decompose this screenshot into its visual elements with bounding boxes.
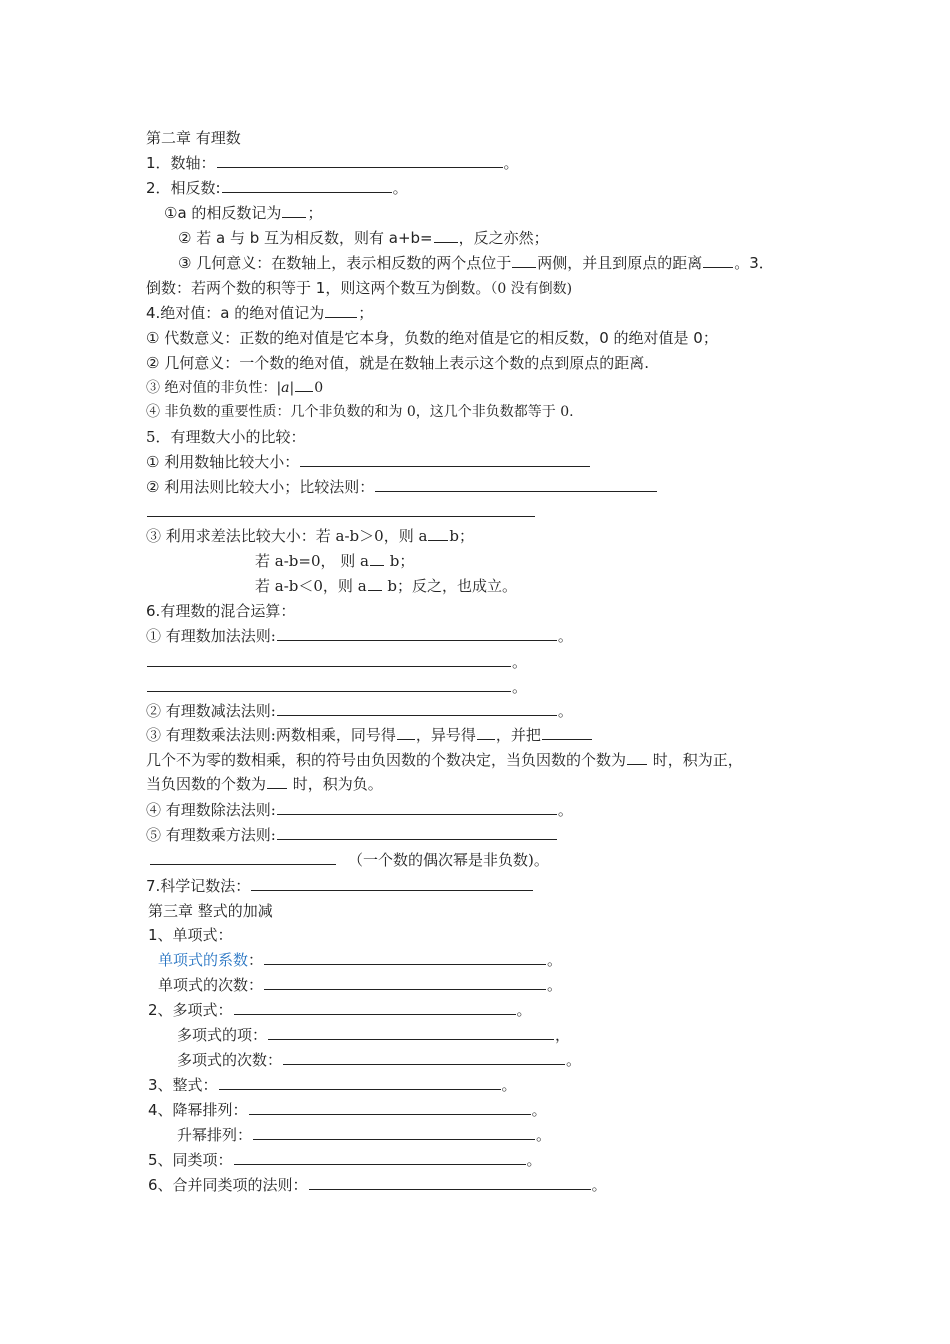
multiplication-rule-c: ，并把 (495, 726, 541, 744)
zero: 0 (314, 380, 324, 396)
reciprocal-text: 倒数：若两个数的积等于 1，则这两个数互为倒数。 (146, 279, 491, 297)
power-rule-blank[interactable] (277, 823, 557, 840)
period: 。 (526, 1151, 542, 1169)
opposite-sum-text-b: ，反之亦然； (458, 229, 549, 247)
absolute-algebraic-text: ① 代数意义：正数的绝对值是它本身，负数的绝对值是它的相反数，0 的绝对值是 0； (146, 329, 718, 347)
chapter3-title (148, 899, 273, 923)
addition-rule-a: ① 有理数 (146, 627, 211, 645)
addition-rule-blank-3[interactable] (147, 675, 511, 692)
compare-difference-blank-3[interactable] (368, 574, 382, 591)
opposite-sum-text: ② 若 a 与 b 互为相反数，则有 a+b= (178, 229, 433, 247)
opposite-geometry-text: ③ 几何意义：在数轴上，表示相反数的两个点位于 (178, 254, 512, 272)
polynomial-terms-blank[interactable] (268, 1023, 554, 1040)
division-rule-text: ④ 有理数除法法则: (146, 801, 276, 819)
monomial-degree-label: 单项式的次数： (158, 976, 264, 994)
opposite-number-item (146, 176, 408, 200)
opposite-number-blank[interactable] (222, 176, 392, 193)
absolute-value-label-b: 的绝对值记为 (234, 304, 325, 322)
comma: ， (555, 1026, 571, 1044)
absolute-nonnegativity (146, 375, 323, 399)
nonnegativity-blank[interactable] (295, 375, 313, 392)
abs-bar: | (289, 380, 295, 396)
compare-number-line-label: ① 利用数轴比较大小： (146, 453, 300, 471)
like-terms-blank[interactable] (234, 1148, 526, 1165)
opposite-notation-text: ①a 的相反数 (164, 204, 252, 222)
period: 。 (512, 678, 528, 696)
polynomial-terms (177, 1023, 570, 1047)
compare-difference-less (255, 574, 517, 598)
compare-equal-text: 若 a-b=0， 则 a (255, 552, 369, 570)
multiplication-blank-3[interactable] (542, 723, 592, 740)
compare-difference-blank-2[interactable] (370, 549, 384, 566)
absolute-value-label: 4.绝对值：a (146, 304, 235, 322)
scientific-notation (146, 874, 534, 898)
period: 。 (547, 951, 563, 969)
sign-rule-a: 几个不为零的数相乘，积的符号由负因数的个数决定，当负因数的个数为 (146, 751, 627, 769)
chapter2-title-text: 第二章 有理数 (146, 129, 241, 147)
period: 。 (547, 976, 563, 994)
monomial-degree-blank[interactable] (264, 973, 546, 990)
power-rule-text: ⑤ 有理数乘方法则: (146, 826, 276, 844)
multiplication-sign-rule (146, 748, 743, 772)
multiplication-blank-1[interactable] (397, 723, 415, 740)
division-rule-blank[interactable] (277, 798, 557, 815)
semicolon: ； (358, 304, 374, 322)
combine-like-terms-label: 合并同类项的法则： (172, 1176, 308, 1194)
period: 。 (503, 154, 519, 172)
ascending-order-blank[interactable] (253, 1123, 535, 1140)
opposite-notation-item (164, 201, 322, 225)
multiplication-blank-4[interactable] (627, 748, 647, 765)
period: 。 (591, 1176, 607, 1194)
number-line-blank[interactable] (217, 151, 503, 168)
compare-rules-blank-2[interactable] (147, 500, 535, 517)
descending-order-blank[interactable] (249, 1098, 531, 1115)
absolute-value-item (146, 301, 373, 325)
period: 。 (501, 1076, 517, 1094)
multiplication-sign-rule-2 (146, 772, 383, 796)
opposite-geometry-blank-1[interactable] (512, 251, 536, 268)
absolute-value-blank[interactable] (325, 301, 357, 318)
compare-rules-continued (146, 500, 536, 524)
multiplication-rule (146, 723, 593, 747)
descending-order (148, 1098, 547, 1122)
number-line-item (146, 151, 519, 175)
multiplication-rule-b: ，异号得 (415, 726, 476, 744)
chapter3-title-text: 第三章 整式的加减 (148, 902, 273, 920)
descending-order-number: 4、 (148, 1101, 173, 1119)
addition-rule-blank[interactable] (277, 624, 557, 641)
polynomial-degree (177, 1048, 581, 1072)
multiplication-blank-5[interactable] (267, 772, 287, 789)
period: 。 (531, 1101, 547, 1119)
sign-rule-c: 当负因数的个数为 (146, 775, 267, 793)
polynomial-item (148, 998, 532, 1022)
period: 。 (516, 1001, 532, 1019)
compare-equal-text-b: b； (384, 552, 415, 570)
compare-difference (146, 524, 474, 548)
period: 。 (566, 1051, 582, 1069)
polynomial-blank[interactable] (234, 998, 516, 1015)
opposite-geometry-item (178, 251, 774, 275)
semicolon: ； (307, 204, 323, 222)
division-rule (146, 798, 573, 822)
scientific-notation-blank[interactable] (251, 874, 533, 891)
ascending-order (177, 1123, 551, 1147)
combine-like-terms (148, 1173, 607, 1197)
period: 。 (392, 179, 408, 197)
compare-less-text: 若 a-b＜0，则 a (255, 577, 367, 595)
like-terms (148, 1148, 542, 1172)
combine-like-terms-number: 6、 (148, 1176, 173, 1194)
power-rule (146, 823, 558, 847)
addition-rule-line-3 (146, 675, 527, 699)
multiplication-blank-2[interactable] (477, 723, 495, 740)
compare-difference-text-b: b； (449, 527, 475, 545)
reciprocal-note: （0 没有倒数) (490, 281, 573, 297)
compare-rules-label-b: 比较法则： (299, 478, 375, 496)
period: 。 (557, 627, 573, 645)
compare-difference-blank-1[interactable] (428, 524, 448, 541)
monomial-degree (158, 973, 562, 997)
compare-rules-blank[interactable] (375, 475, 657, 492)
compare-difference-text: ③ 利用求差法比较大小：若 a-b＞0，则 a (146, 527, 428, 545)
opposite-sum-blank[interactable] (434, 226, 458, 243)
power-rule-blank-2[interactable] (150, 848, 336, 865)
subtraction-rule (146, 699, 573, 723)
variable-a: a (281, 380, 290, 396)
sign-rule-b: 时，积为正， (648, 751, 743, 769)
comparison-heading (146, 425, 306, 449)
number-line-label: 1．数轴： (146, 154, 216, 172)
opposite-sum-item (178, 226, 549, 250)
chapter2-title (146, 126, 241, 150)
absolute-geometric-text: ② 几何意义：一个数的绝对值，就是在数轴上表示这个数的点到原点的距离. (146, 354, 649, 372)
monomial-heading-text: 1、单项式： (148, 926, 233, 944)
period: 。 (512, 653, 528, 671)
monomial-coefficient-label: 单项式的系数 (158, 951, 249, 969)
period: 。 (557, 702, 573, 720)
nonnegativity-text: ③ 绝对值的非负性：| (146, 380, 282, 396)
subtraction-rule-blank[interactable] (277, 699, 557, 716)
monomial-coefficient-blank[interactable] (264, 948, 546, 965)
combine-like-terms-blank[interactable] (309, 1173, 591, 1190)
opposite-notation-blank[interactable] (282, 201, 306, 218)
addition-rule-c: 法法则: (225, 627, 276, 645)
compare-rules (146, 475, 658, 499)
polynomial-degree-blank[interactable] (283, 1048, 565, 1065)
addition-rule-line-2 (146, 650, 527, 674)
integral-expression-blank[interactable] (219, 1073, 501, 1090)
sign-rule-d: 时，积为负。 (288, 775, 383, 793)
absolute-algebraic-meaning (146, 326, 718, 350)
integral-expression-label: 3、整式： (148, 1076, 218, 1094)
opposite-geometry-text-b: 两侧，并且到原点的距离 (537, 254, 703, 272)
like-terms-label: 5、同类项： (148, 1151, 233, 1169)
mixed-operations-number: 6. (146, 602, 161, 620)
compare-less-text-b: b；反之，也成立。 (382, 577, 518, 595)
power-rule-note: （一个数的偶次幂是非负数)。 (348, 851, 549, 869)
subtraction-rule-a: ② 有理数 (146, 702, 211, 720)
descending-order-label: 降幂排列： (172, 1101, 248, 1119)
opposite-geometry-blank-2[interactable] (703, 251, 733, 268)
mixed-operations-heading (146, 599, 295, 623)
multiplication-rule-a: ③ 有理数乘法法则:两数相乘，同号得 (146, 726, 396, 744)
addition-rule-b: 加 (210, 627, 226, 645)
nonnegative-property (146, 400, 574, 424)
opposite-number-label: 2．相反数: (146, 179, 221, 197)
scientific-notation-label: 7.科学记数法： (146, 877, 251, 895)
mixed-operations-title: 有理数的混合运算： (160, 602, 296, 620)
period: 。 (536, 1126, 552, 1144)
opposite-geometry-text-c: 。3． (734, 254, 774, 272)
period: 。 (557, 801, 573, 819)
subtraction-rule-b: 减 (210, 702, 226, 720)
comparison-heading-a: 5．有理 (146, 428, 201, 446)
power-rule-continued (149, 848, 549, 872)
compare-rules-label: ② 利用法则比较大小； (146, 478, 300, 496)
addition-rule-blank-2[interactable] (147, 650, 511, 667)
compare-number-line (146, 450, 591, 474)
monomial-coefficient (158, 948, 562, 972)
subtraction-rule-c: 法法则: (225, 702, 276, 720)
polynomial-degree-label: 多项式的次数： (177, 1051, 283, 1069)
comparison-heading-b: 数大小的比较： (200, 428, 306, 446)
addition-rule (146, 624, 573, 648)
compare-difference-equal (255, 549, 414, 573)
ascending-order-label: 升幂排列： (177, 1126, 253, 1144)
monomial-heading (148, 923, 233, 947)
polynomial-terms-label: 多项式的项： (177, 1026, 268, 1044)
absolute-geometric-meaning (146, 351, 649, 375)
colon: ： (248, 951, 264, 969)
opposite-notation-text-b: 记为 (251, 204, 282, 222)
nonnegative-property-text: ④ 非负数的重要性质：几个非负数的和为 0，这几个非负数都等于 0. (146, 404, 574, 420)
reciprocal-item (146, 276, 572, 300)
polynomial-label: 2、多项式： (148, 1001, 233, 1019)
compare-number-line-blank[interactable] (300, 450, 590, 467)
integral-expression (148, 1073, 517, 1097)
